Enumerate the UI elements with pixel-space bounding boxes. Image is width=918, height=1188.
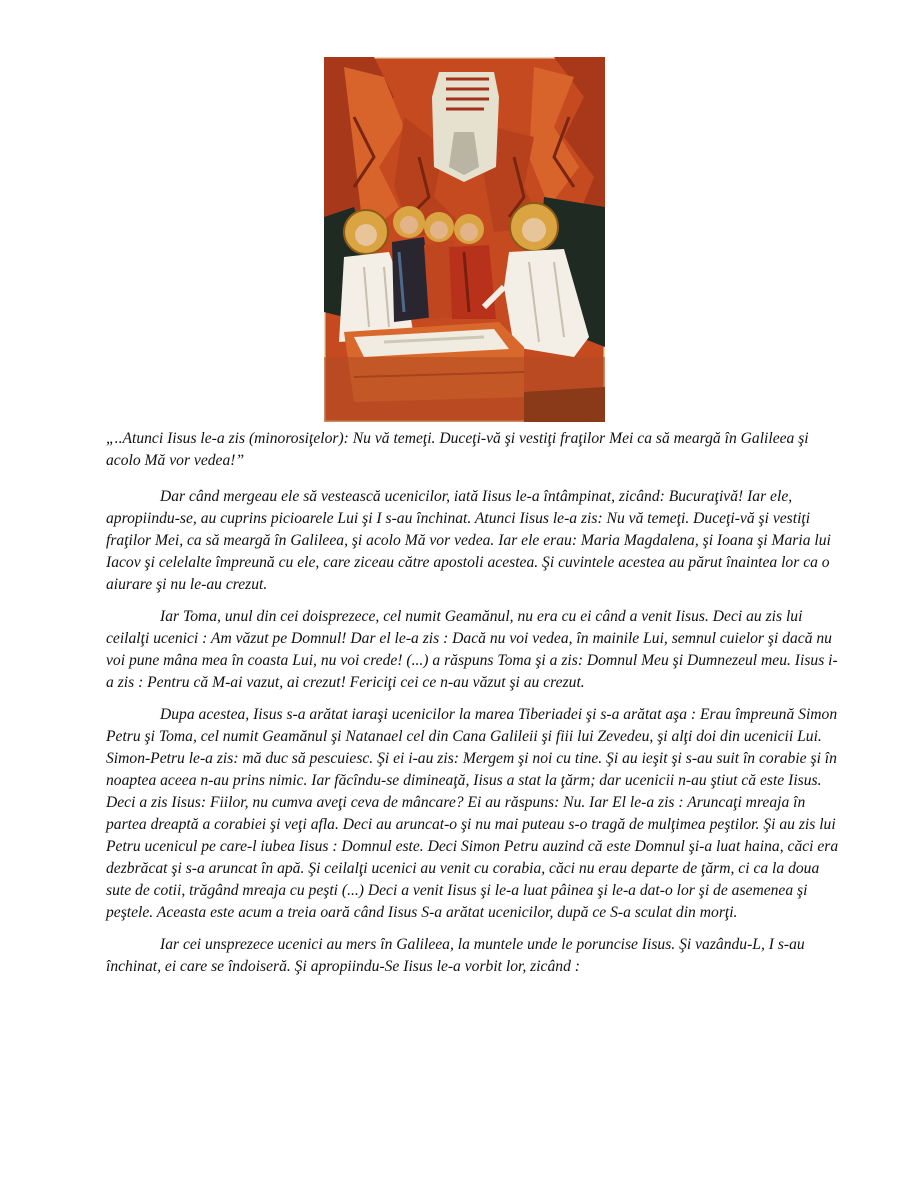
icon-painting [324, 57, 605, 422]
women-group [392, 206, 496, 322]
inscription-cartouche [432, 72, 499, 182]
paragraph-text: Dupa acestea, Iisus s-a arătat iaraşi ucenicilor la marea Tiberiadei şi s-a arătat aşa : Erau împreună Simon Petru şi Toma, cel numit Geamănul şi Natanael cel din Cana Galileii şi fiii lui Zevedeu, şi alţi doi din ucenicii Lui. Simon-Petru le-a zis: mă duc să pescuiesc. Şi ei i-au zis: Mergem şi noi cu tine. Şi au ieşit şi s-au suit în corabie şi în noaptea aceea n-au prins nimic. Iar făcîndu-se dimineaţă, Iisus a stat la ţărm; dar ucenicii n-au ştiut că este Iisus. Deci a zis Iisus: Fiilor, nu cumva aveţi ceva de mâncare? Ei au răspuns: Nu. Iar El le-a zis : Aruncaţi mreaja în partea dreaptă a corabiei şi veţi afla. Deci au aruncat-o şi nu mai puteau s-o tragă de mulţimea peştilor. Şi au zis lui Petru ucenicul pe care-l iubea Iisus : Domnul este. Deci Simon Petru auzind că este Domnul şi-a luat haina, căci era dezbrăcat şi s-a aruncat în apă. Şi ceilalţi ucenici au venit cu corabia, căci nu erau departe de ţărm, ci ca la doua sute de cotii, trăgând mreaja cu peşti (...) Deci a venit Iisus şi le-a luat pâinea şi le-a dat-o lor şi de asemenea şi peştele. Aceasta este acum a treia oară când Iisus S-a arătat ucenicilor, după ce S-a sculat din morţi. [106, 706, 839, 921]
icon-image [324, 57, 605, 422]
paragraph-1 [106, 486, 840, 596]
document-body [106, 428, 840, 988]
paragraph-2 [106, 606, 840, 694]
paragraph-text: Iar Toma, unul din cei doisprezece, cel numit Geamănul, nu era cu ei când a venit Iisus. Deci au zis lui ceilalţi ucenici : Am văzut pe Domnul! Dar el le-a zis : Dacă nu voi vedea, în mainile Lui, semnul cuielor şi dacă nu voi pune mâna mea în coasta Lui, nu voi crede! (...) a răspuns Toma şi a zis: Domnul Meu şi Dumnezeul meu. Iisus i-a zis : Pentru că M-ai vazut, ai crezut! Fericiţi cei ce n-au văzut şi au crezut. [106, 608, 838, 691]
paragraph-4 [106, 934, 840, 978]
paragraph-text: Dar când mergeau ele să vestească ucenicilor, iată Iisus le-a întâmpinat, zicând: Bucuraţivă! Iar ele, apropiindu-se, au cuprins picioarele Lui şi I s-au închinat. Atunci Iisus le-a zis: Nu vă temeţi. Duceţi-vă şi vestiţi fraţilor Mei, ca să meargă în Galileea, şi acolo Mă vor vedea. Iar ele erau: Maria Magdalena, şi Ioana şi Maria lui Iacov şi celelalte împreună cu ele, care ziceau către apostoli acestea. Şi cuvintele acestea au părut înaintea lor ca o aiurare şi nu le-au crezut. [106, 488, 831, 593]
paragraph-text: Iar cei unsprezece ucenici au mers în Galileea, la muntele unde le poruncise Iisus. Şi vazându-L, I s-au închinat, ei care se îndoiseră. Şi apropiindu-Se Iisus le-a vorbit lor, zicând : [106, 936, 805, 975]
paragraph-3 [106, 704, 840, 924]
scripture-quote: „..Atunci Iisus le-a zis (minorosiţelor): Nu vă temeţi. Duceţi-vă şi vestiţi fraţilor Mei ca să meargă în Galileea şi acolo Mă vor vedea!” [106, 430, 809, 469]
